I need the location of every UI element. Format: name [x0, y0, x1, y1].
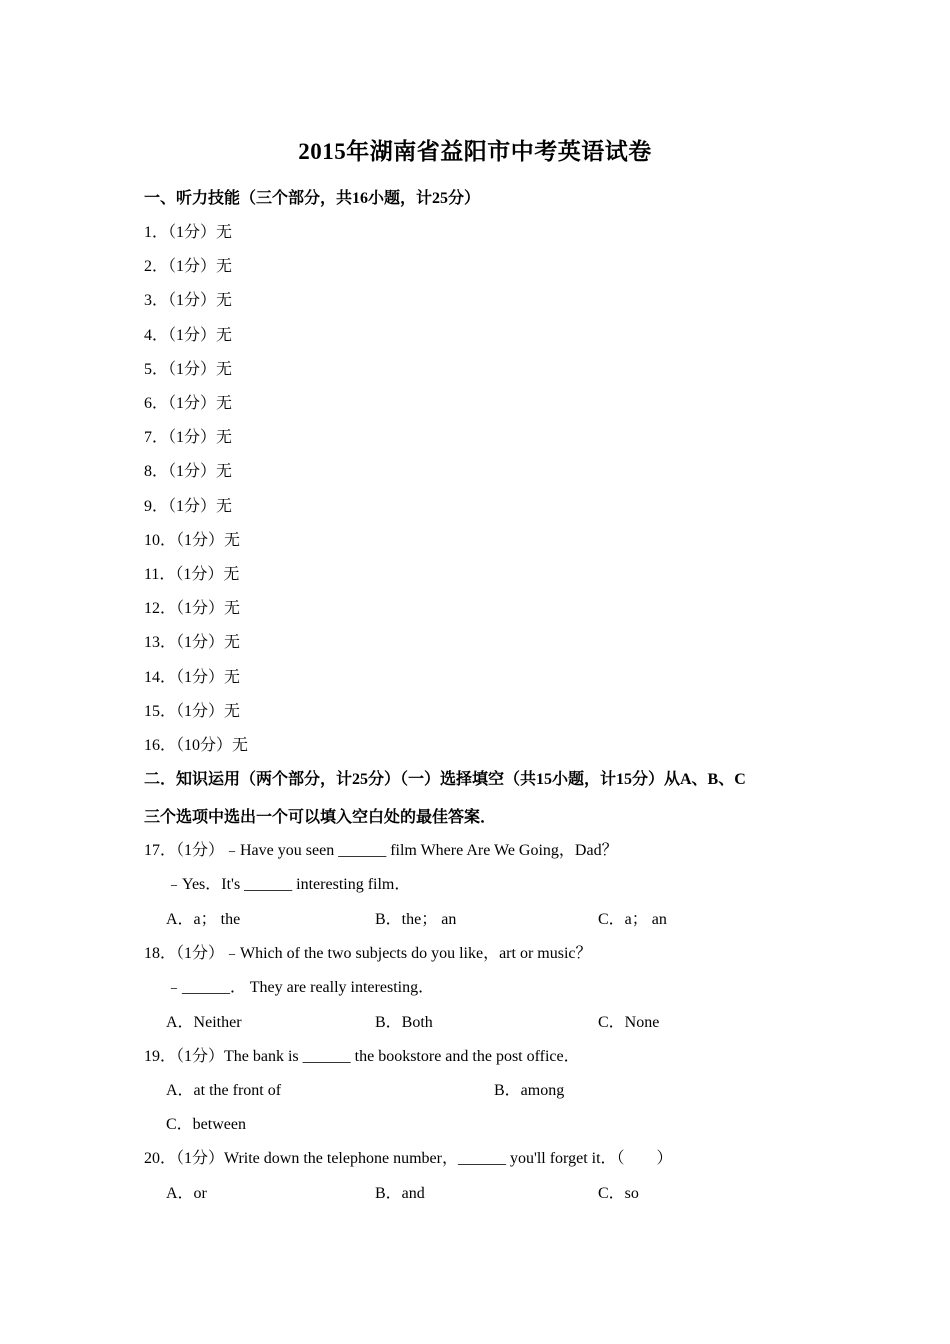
q17-option-a: A．a； the	[166, 911, 241, 928]
q20-option-a: A．or	[166, 1185, 207, 1202]
question-17-reply: ﹣Yes．It's ______ interesting film．	[166, 876, 411, 893]
question-item: 11．（1分）无	[144, 566, 240, 583]
question-20: 20．（1分）Write down the telephone number，______ you'll forget it．（ ）	[144, 1150, 673, 1167]
question-item: 14．（1分）无	[144, 669, 241, 686]
question-item: 10．（1分）无	[144, 532, 241, 549]
question-item: 13．（1分）无	[144, 634, 241, 651]
q20-option-b: B．and	[375, 1185, 425, 1202]
q19-option-b: B．among	[494, 1082, 565, 1099]
q19-option-c: C．between	[166, 1116, 246, 1133]
page-title: 2015年湖南省益阳市中考英语试卷	[298, 139, 652, 164]
question-item: 9．（1分）无	[144, 498, 233, 515]
question-19: 19．（1分）The bank is ______ the bookstore and the post office．	[144, 1048, 580, 1065]
q18-option-c: C．None	[598, 1014, 660, 1031]
question-18-reply: ﹣______． They are really interesting．	[166, 979, 435, 996]
section-heading-listening: 一、听力技能（三个部分，共16小题，计25分）	[144, 190, 481, 207]
q20-option-c: C．so	[598, 1185, 639, 1202]
question-item: 5．（1分）无	[144, 361, 233, 378]
question-item: 4．（1分）无	[144, 327, 233, 344]
question-18: 18．（1分）﹣Which of the two subjects do you like，art or music？	[144, 945, 592, 962]
q18-option-b: B．Both	[375, 1014, 433, 1031]
q19-option-a: A．at the front of	[166, 1082, 282, 1099]
question-item: 1．（1分）无	[144, 224, 233, 241]
question-item: 15．（1分）无	[144, 703, 241, 720]
section-heading-knowledge: 二．知识运用（两个部分，计25分）（一）选择填空（共15小题，计15分）从A、B、C	[144, 771, 746, 788]
q17-option-c: C．a； an	[598, 911, 667, 928]
question-item: 2．（1分）无	[144, 258, 233, 275]
q18-option-a: A．Neither	[166, 1014, 242, 1031]
section-heading-knowledge-cont: 三个选项中选出一个可以填入空白处的最佳答案．	[144, 809, 497, 826]
question-item: 6．（1分）无	[144, 395, 233, 412]
question-17: 17．（1分）﹣Have you seen ______ film Where Are We Going，Dad？	[144, 842, 618, 859]
q17-option-b: B．the； an	[375, 911, 457, 928]
question-item: 12．（1分）无	[144, 600, 241, 617]
question-item: 16．（10分）无	[144, 737, 249, 754]
question-item: 3．（1分）无	[144, 292, 233, 309]
question-item: 7．（1分）无	[144, 429, 233, 446]
question-item: 8．（1分）无	[144, 463, 233, 480]
